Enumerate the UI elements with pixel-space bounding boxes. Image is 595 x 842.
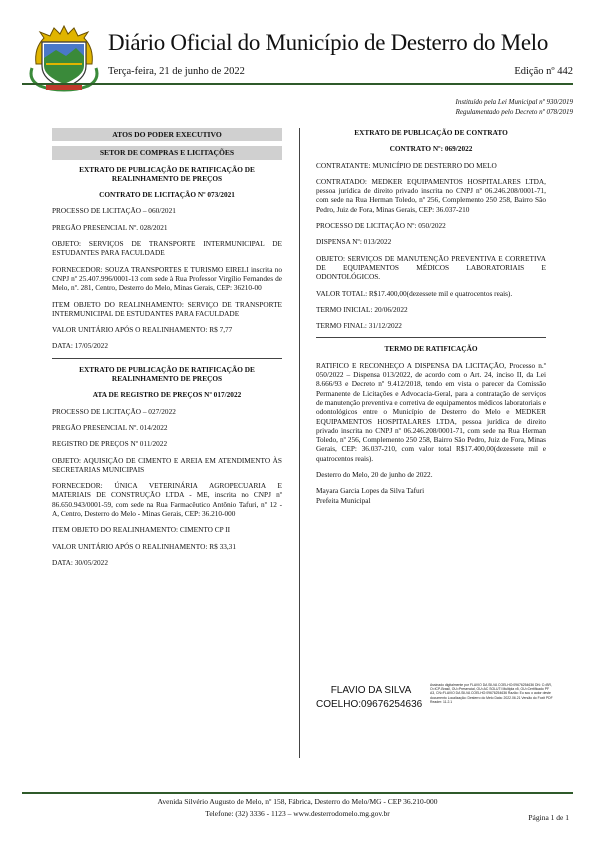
- section-header-executive: ATOS DO PODER EXECUTIVO: [52, 128, 282, 141]
- footer-rule: [22, 792, 573, 794]
- paragraph: CONTRATADO: MEDKER EQUIPAMENTOS HOSPITALARES LTDA, pessoa jurídica de direito privado inscrita no CNPJ nº 06.246.208/0001-71, com sede na Rua Herman Toledo, nº 256, Complemento 250 258, Bairro São Pedro, Juiz de Fora, Minas Gerais, CEP: 36.037-210: [316, 176, 546, 214]
- paragraph: ITEM OBJETO DO REALINHAMENTO: CIMENTO CP II: [52, 525, 231, 535]
- paragraph: DISPENSA Nº: 013/2022: [316, 237, 392, 247]
- paragraph: PROCESSO DE LICITAÇÃO Nº: 050/2022: [316, 221, 446, 231]
- paragraph: CONTRATANTE: MUNICÍPIO DE DESTERRO DO MELO: [316, 160, 497, 170]
- institution-line-2: Regulamentado pelo Decreto nº 078/2019: [455, 108, 573, 116]
- paragraph: FORNECEDOR: ÚNICA VETERINÁRIA AGROPECUARIA E MATERIAIS DE CONSTRUÇÃO LTDA - ME, inscrita no CNPJ nº 86.650.943/0001-59, com sede na Rua Farmacêutico Antônio Tafuri, nº 12 - A, Centro, Desterro do Melo - Minas Gerais, CEP: 36.210-000: [52, 481, 282, 519]
- place-date: Desterro do Melo, 20 de junho de 2022.: [316, 470, 433, 480]
- paragraph: PROCESSO DE LICITAÇÃO – 027/2022: [52, 406, 176, 416]
- paragraph: DATA: 17/05/2022: [52, 341, 108, 351]
- paragraph: TERMO INICIAL: 20/06/2022: [316, 304, 408, 314]
- divider: [316, 337, 546, 338]
- column-divider: [299, 128, 300, 758]
- contract-number-a: CONTRATO DE LICITAÇÃO Nº 073/2021: [99, 190, 235, 200]
- paragraph: PREGÃO PRESENCIAL Nº. 028/2021: [52, 222, 168, 232]
- paragraph: OBJETO: AQUISIÇÃO DE CIMENTO E AREIA EM ATENDIMENTO ÀS SECRETARIAS MUNICIPAIS: [52, 455, 282, 474]
- contract-number: CONTRATO Nº: 069/2022: [389, 144, 473, 154]
- section-header-purchasing: SETOR DE COMPRAS E LICITAÇÕES: [52, 146, 282, 159]
- paragraph: VALOR UNITÁRIO APÓS O REALINHAMENTO: R$ 33,31: [52, 541, 236, 551]
- paragraph: OBJETO: SERVIÇOS DE TRANSPORTE INTERMUNICIPAL DE ESTUDANTES PARA FACULDADE: [52, 239, 282, 258]
- left-column: [52, 128, 282, 574]
- ratification-body: RATIFICO E RECONHEÇO A DISPENSA DA LICITAÇÃO, Processo n.º 050/2022 – Dispensa 013/2022, de acordo com o Art. 24, inciso II, da Lei 8.666/93 e Decreto nº 9.412/2018, tendo em vista o parecer da Comissão Permanente de Licitações e Advocacia-Geral, para a contratação de serviços de manutenção preventiva e corretiva de equipamentos médicos laboratoriais e odontológicos entre o Município de Desterro do Melo e MEDKER EQUIPAMENTOS HOSPITALARES LTDA, pessoa jurídica de direito privado inscrita no CNPJ nº 06.246.208/0001-71, com sede na Rua Herman Toledo, nº 256, Complemento 250 258, Bairro São Pedro, Juiz de Fora, Minas Gerais, CEP: 36.037-210, com valor total R$17.400,00(dezessete mil e quatrocentos reais).: [316, 360, 546, 463]
- extract-title-b: EXTRATO DE PUBLICAÇÃO DE RATIFICAÇÃO DE REALINHAMENTO DE PREÇOS: [79, 364, 255, 384]
- issue-date: Terça-feira, 21 de junho de 2022: [108, 66, 245, 77]
- paragraph: ITEM OBJETO DO REALINHAMENTO: SERVIÇO DE TRANSPORTE INTERMUNICIPAL DE ESTUDANTES PARA FACULDADE: [52, 299, 282, 318]
- header-rule: [22, 83, 573, 85]
- paragraph: DATA: 30/05/2022: [52, 557, 108, 567]
- signature-details: Assinado digitalmente por FLAVIO DA SILVA COELHO:09676254636 DN: C=BR, O=ICP-Brasil, OU=Presencial, OU=AC SOLUTI Multipla v5, OU=Certificado PF A3, CN=FLAVIO DA SILVA COELHO:09676254636 Razão: Eu sou o autor deste documento Localização: Desterro do Melo Data: 2022.06.21 Versão do Foxit PDF Reader: 11.2.1: [430, 683, 553, 704]
- paragraph: REGISTRO DE PREÇOS Nº 011/2022: [52, 439, 168, 449]
- mayor-role: Prefeita Municipal: [316, 495, 371, 505]
- paragraph: VALOR TOTAL: R$17.400,00(dezessete mil e quatrocentos reais).: [316, 288, 513, 298]
- contract-number-b: ATA DE REGISTRO DE PREÇOS Nº 017/2022: [92, 390, 242, 400]
- paragraph: PROCESSO DE LICITAÇÃO – 060/2021: [52, 206, 176, 216]
- institution-line-1: Instituído pela Lei Municipal nº 930/2019: [455, 98, 573, 106]
- paragraph: TERMO FINAL: 31/12/2022: [316, 321, 402, 331]
- paragraph: PREGÃO PRESENCIAL Nº. 014/2022: [52, 422, 168, 432]
- signature-name: FLAVIO DA SILVA: [330, 685, 412, 696]
- edition-number: Edição nº 442: [514, 66, 573, 77]
- extract-title-a: EXTRATO DE PUBLICAÇÃO DE RATIFICAÇÃO DE REALINHAMENTO DE PREÇOS: [79, 164, 255, 183]
- right-column: [316, 128, 546, 512]
- paragraph: OBJETO: SERVIÇOS DE MANUTENÇÃO PREVENTIVA E CORRETIVA DE EQUIPAMENTOS MÉDICOS LABORATORIAIS E ODONTOLÓGICOS.: [316, 253, 546, 282]
- ratification-title: TERMO DE RATIFICAÇÃO: [384, 344, 478, 354]
- footer-contact: Telefone: (32) 3336 - 1123 – www.desterrodomelo.mg.gov.br: [205, 809, 390, 818]
- contract-extract-title: EXTRATO DE PUBLICAÇÃO DE CONTRATO: [354, 128, 508, 137]
- divider: [52, 358, 282, 359]
- paragraph: FORNECEDOR: SOUZA TRANSPORTES E TURISMO EIRELI inscrita no CNPJ nº 25.407.996/0001-13 com sede à Rua Professor Virgílio Fernandes de Melo, nº. 281, Centro, Desterro do Melo, Minas Gerais, CEP: 36210-00: [52, 264, 282, 293]
- signature-id: COELHO:09676254636: [316, 699, 423, 710]
- page-number: Página 1 de 1: [528, 813, 569, 822]
- digital-signature: [316, 683, 552, 717]
- page-title: Diário Oficial do Município de Desterro do Melo: [108, 30, 549, 55]
- footer-address: Avenida Silvério Augusto de Melo, nº 158, Fábrica, Desterro do Melo/MG - CEP 36.210-000: [157, 797, 438, 806]
- paragraph: VALOR UNITÁRIO APÓS O REALINHAMENTO: R$ 7,77: [52, 325, 233, 335]
- mayor-name: Mayara Garcia Lopes da Silva Tafuri: [316, 486, 425, 496]
